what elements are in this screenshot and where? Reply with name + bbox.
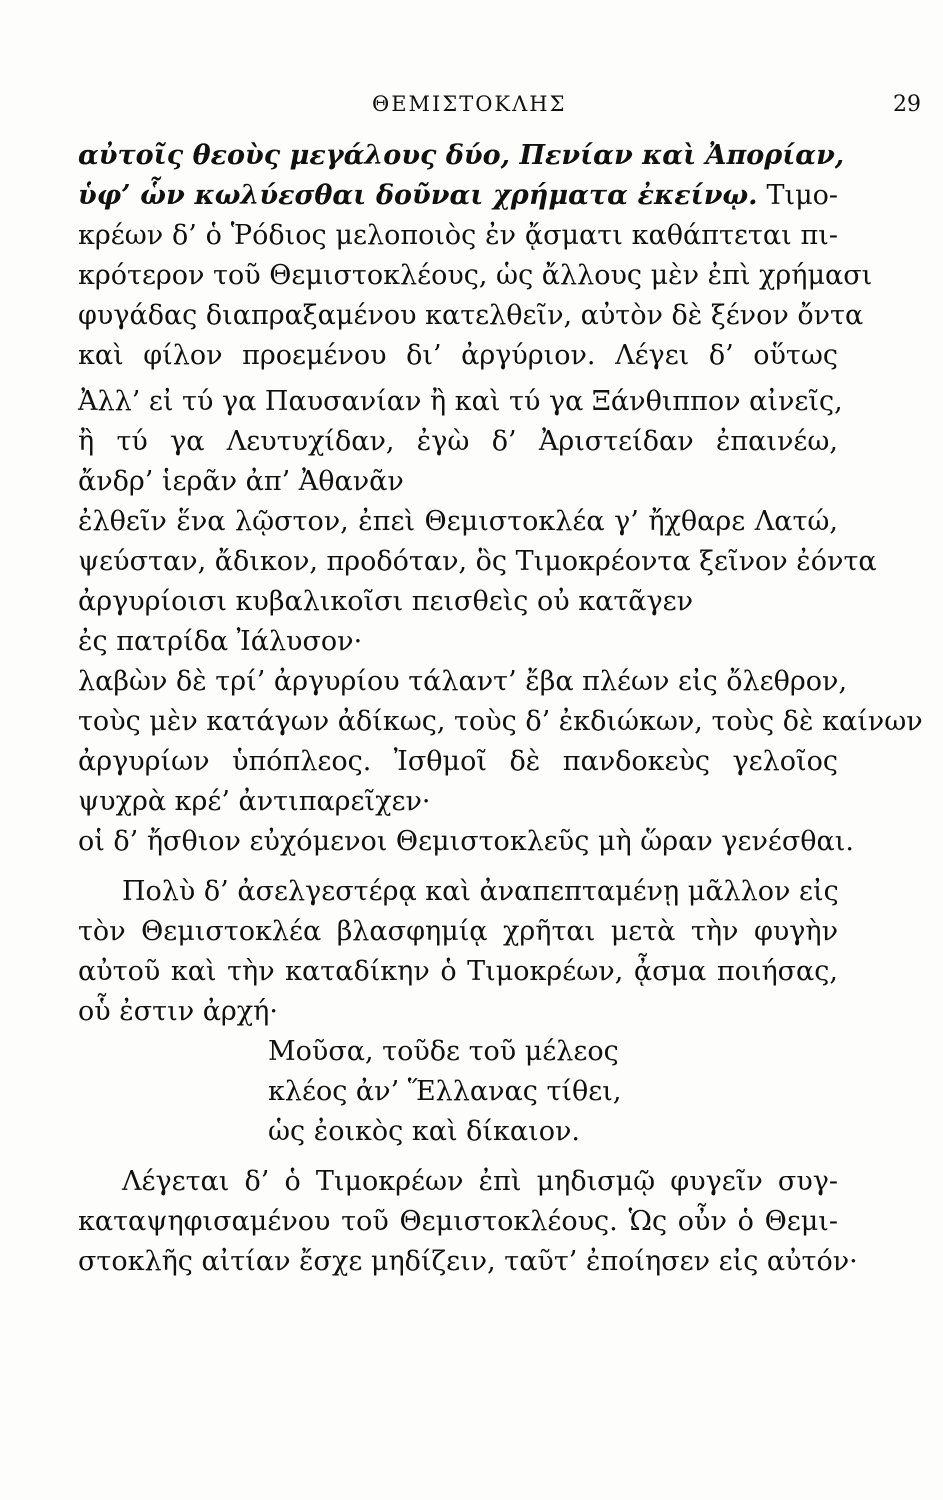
poem-1-line-3: ἄνδρ’ ἱερᾶν ἀπ’ Ἀθανᾶν bbox=[78, 466, 404, 497]
paragraph-3-line-3: στοκλῆς αἰτίαν ἔσχε μηδίζειν, ταῦτ’ ἐποίησεν εἰς αὐτόν· bbox=[78, 1246, 858, 1277]
running-title: ΘΕΜΙΣΤΟΚΛΗΣ bbox=[372, 92, 567, 116]
poem-1-line-7: ἐς πατρίδα Ἰάλυσον· bbox=[78, 626, 363, 657]
poem-1-line-8: λαβὼν δὲ τρί’ ἀργυρίου τάλαντ’ ἔβα πλέων εἰς ὄλεθρον, bbox=[78, 666, 848, 697]
paragraph-3-line-2: καταψηφισαμένου τοῦ Θεμιστοκλέους. Ὡς οὖν ὁ Θεμι- bbox=[78, 1206, 838, 1237]
paragraph-2-line-2: τὸν Θεμιστοκλέα βλασφημίᾳ χρῆται μετὰ τὴν φυγὴν bbox=[78, 916, 838, 947]
body-text bbox=[78, 136, 923, 1282]
paragraph-3-line-1: Λέγεται δ’ ὁ Τιμοκρέων ἐπὶ μηδισμῷ φυγεῖν συγ- bbox=[122, 1166, 838, 1197]
paragraph-1-line-2 bbox=[78, 176, 838, 216]
poem-2-line-3: ὡς ἐοικὸς καὶ δίκαιον. bbox=[268, 1116, 580, 1147]
poem-1-line-2: ἢ τύ γα Λευτυχίδαν, ἐγὼ δ’ Ἀριστείδαν ἐπαινέω, bbox=[78, 426, 838, 457]
poem-1-line-1: Ἀλλ’ εἰ τύ γα Παυσανίαν ἢ καὶ τύ γα Ξάνθιππον αἰνεῖς, bbox=[78, 386, 843, 417]
paragraph-2-line-1: Πολὺ δ’ ἀσελγεστέρᾳ καὶ ἀναπεπταμένῃ μᾶλλον εἰς bbox=[122, 876, 839, 907]
poem-1-line-12: οἱ δ’ ἤσθιον εὐχόμενοι Θεμιστοκλεῦς μὴ ὥραν γενέσθαι. bbox=[78, 826, 854, 857]
page-number: 29 bbox=[893, 92, 921, 117]
paragraph-1-line-3: κρέων δ’ ὁ Ῥόδιος μελοποιὸς ἐν ᾄσματι καθάπτεται πι- bbox=[78, 220, 838, 251]
poem-2-line-2: κλέος ἀν’ Ἕλλανας τίθει, bbox=[268, 1076, 622, 1107]
poem-1-line-6: ἀργυρίοισι κυβαλικοῖσι πεισθεὶς οὐ κατᾶγεν bbox=[78, 586, 694, 617]
running-head bbox=[0, 92, 943, 122]
paragraph-1-line-1: αὐτοῖς θεοὺς μεγάλους δύο, Πενίαν καὶ Ἀπορίαν, bbox=[78, 140, 845, 171]
paragraph-2-line-3: αὐτοῦ καὶ τὴν καταδίκην ὁ Τιμοκρέων, ᾆσμα ποιήσας, bbox=[78, 956, 838, 987]
paragraph-2-line-4: οὗ ἐστιν ἀρχή· bbox=[78, 996, 278, 1027]
paragraph-1-line-2-rest: Τιμο- bbox=[757, 180, 838, 211]
poem-1-line-11: ψυχρὰ κρέ’ ἀντιπαρεῖχεν· bbox=[78, 786, 431, 817]
paragraph-1-line-4: κρότερον τοῦ Θεμιστοκλέους, ὡς ἄλλους μὲν ἐπὶ χρήμασι bbox=[78, 260, 873, 291]
poem-1-line-5: ψεύσταν, ἄδικον, προδόταν, ὃς Τιμοκρέοντα ξεῖνον ἐόντα bbox=[78, 546, 877, 577]
emphasized-phrase: ὑφ’ ὧν κωλύεσθαι δοῦναι χρήματα ἐκείνῳ. bbox=[78, 180, 758, 211]
poem-1-line-10: ἀργυρίων ὑπόπλεος. Ἰσθμοῖ δὲ πανδοκεὺς γελοῖος bbox=[78, 746, 838, 777]
paragraph-1-line-6: καὶ φίλον προεμένου δι’ ἀργύριον. Λέγει δ’ οὕτως bbox=[78, 340, 838, 371]
paragraph-1-line-5: φυγάδας διαπραξαμένου κατελθεῖν, αὐτὸν δὲ ξένον ὄντα bbox=[78, 300, 864, 331]
poem-1-line-4: ἐλθεῖν ἕνα λῷστον, ἐπεὶ Θεμιστοκλέα γ’ ἤχθαρε Λατώ, bbox=[78, 506, 838, 537]
poem-1-line-9: τοὺς μὲν κατάγων ἀδίκως, τοὺς δ’ ἐκδιώκων, τοὺς δὲ καίνων bbox=[78, 706, 923, 737]
poem-2-line-1: Μοῦσα, τοῦδε τοῦ μέλεος bbox=[268, 1036, 619, 1067]
